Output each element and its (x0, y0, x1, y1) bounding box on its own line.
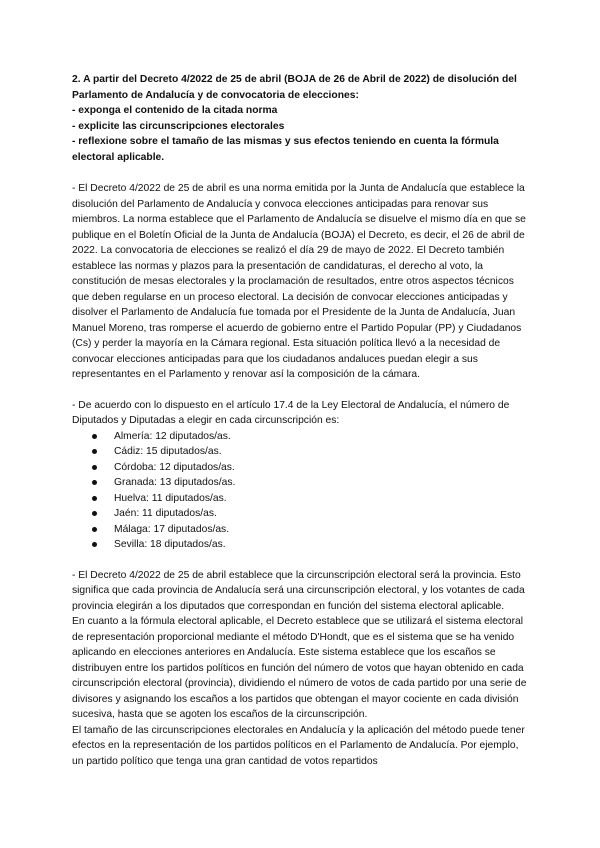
heading-line-3: - explicite las circunscripciones electorales (72, 120, 285, 132)
document-page (72, 72, 528, 769)
norm-content-paragraph: - El Decreto 4/2022 de 25 de abril es una norma emitida por la Junta de Andalucía que establece la disolución del Parlamento de Andalucía y convoca elecciones anticipadas para renovar sus miembros. La norma establece que el Parlamento de Andalucía se disuelve el mismo día en que se publique en el Boletín Oficial de la Junta de Andalucía (BOJA) el Decreto, es decir, el 26 de abril de 2022. La convocatoria de elecciones se realizó el día 29 de mayo de 2022. El Decreto también establece las normas y plazos para la presentación de candidaturas, el derecho al voto, la constitución de mesas electorales y la proclamación de resultados, entre otros aspectos técnicos que deben regularse en un proceso electoral. La decisión de convocar elecciones anticipadas y disolver el Parlamento de Andalucía fue tomada por el Presidente de la Junta de Andalucía, Juan Manuel Moreno, tras romperse el acuerdo de gobierno entre el Partido Popular (PP) y Ciudadanos (Cs) y perder la mayoría en la Cámara regional. Esta situación política llevó a la necesidad de convocar elecciones anticipadas para que los ciudadanos andaluces puedan elegir a sus representantes en el Parlamento y renovar así la composición de la cámara. (72, 183, 526, 380)
question-heading (72, 72, 528, 165)
heading-line-2: - exponga el contenido de la citada norma (72, 105, 278, 116)
constituencies-intro: - De acuerdo con lo dispuesto en el artículo 17.4 de la Ley Electoral de Andalucía, el número de Diputados y Diputadas a elegir en cada circunscripción es: (72, 399, 510, 426)
size-effects-paragraph: El tamaño de las circunscripciones electorales en Andalucía y la aplicación del método puede tener efectos en la representación de los partidos políticos en el Parlamento de Andalucía. Por ejemplo, un partido político que tenga una gran cantidad de votos repartidos (72, 724, 525, 767)
constituency-paragraph: - El Decreto 4/2022 de 25 de abril establece que la circunscripción electoral será la provincia. Esto significa que cada provincia de Andalucía será una circunscripción electoral, y los votantes de cada provincia elegirán a los diputados que correspondan en función del sistema electoral aplicable. (72, 569, 525, 612)
dhondt-paragraph: En cuanto a la fórmula electoral aplicable, el Decreto establece que se utilizará el sistema electoral de representación proporcional mediante el método D'Hondt, que es el sistema que se ha venido aplicando en elecciones anteriores en Andalucía. Este sistema establece que los escaños se distribuyen entre los partidos políticos en función del número de votos que hayan obtenido en cada circunscripción electoral (provincia), dividiendo el número de votos de cada partido por una serie de divisores y asignando los escaños a los partidos que obtengan el mayor cociente en cada división sucesiva, hasta que se agoten los escaños de la circunscripción. (72, 616, 527, 720)
list-item: Cádiz: 15 diputados/as. (114, 444, 528, 460)
list-item: Huelva: 11 diputados/as. (114, 491, 528, 507)
list-item: Málaga: 17 diputados/as. (114, 522, 528, 538)
electoral-formula-section (72, 568, 528, 770)
list-item: Granada: 13 diputados/as. (114, 475, 528, 491)
list-item: Almería: 12 diputados/as. (114, 429, 528, 445)
list-item: Jaén: 11 diputados/as. (114, 506, 528, 522)
heading-line-4: - reflexione sobre el tamaño de las mismas y sus efectos teniendo en cuenta la fórmula electoral aplicable. (72, 136, 499, 163)
list-item: Sevilla: 18 diputados/as. (114, 537, 528, 553)
province-list (72, 429, 528, 553)
heading-line-1: 2. A partir del Decreto 4/2022 de 25 de abril (BOJA de 26 de Abril de 2022) de disolución del Parlamento de Andalucía y de convocatoria de elecciones: (72, 74, 517, 101)
list-item: Córdoba: 12 diputados/as. (114, 460, 528, 476)
